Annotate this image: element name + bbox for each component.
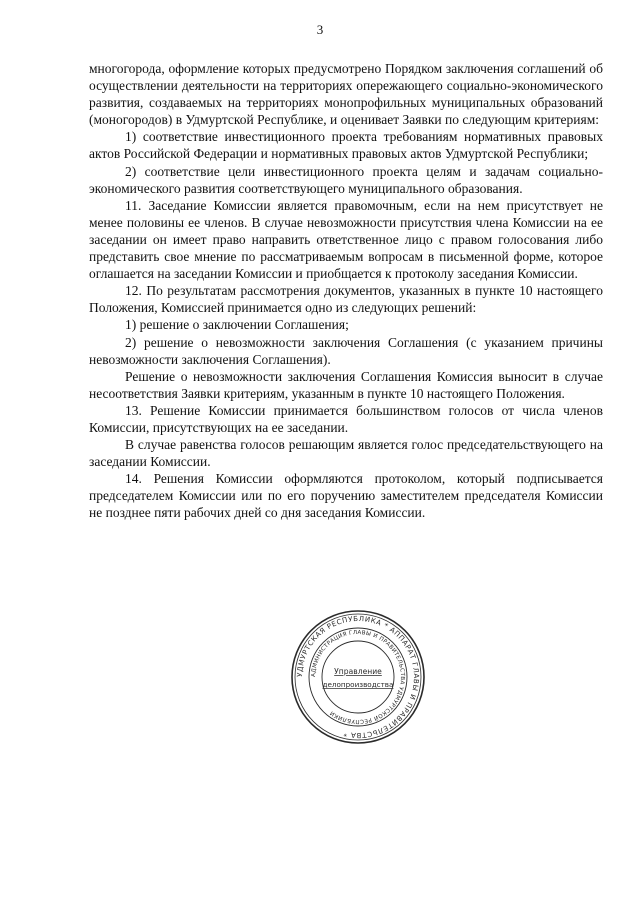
paragraph-item-11: 11. Заседание Комиссии является правомочным, если на нем присутствует не менее половины ее членов. В случае невозможности присутствия члена Комиссии на ее заседании он имеет право направить ответственное лицо с правом голосования либо представить свое мнение по рассматриваемым вопросам в письменной форме, которое оглашается на заседании Комиссии и приобщается к протоколу заседания Комиссии. (89, 197, 603, 282)
stamp-outer-text: УДМУРТСКАЯ РЕСПУБЛИКА * АППАРАТ ГЛАВЫ И ПРАВИТЕЛЬСТВА * (295, 614, 421, 740)
paragraph-criterion-1: 1) соответствие инвестиционного проекта требованиям нормативных правовых актов Российской Федерации и нормативных правовых актов Удмуртской Республики; (89, 129, 603, 162)
paragraph-intro: многогорода, оформление которых предусмотрено Порядком заключения соглашений об осуществлении деятельности на территориях опережающего социально-экономического развития, создаваемых на территориях монопрофильных муниципальных образований (моногородов) в Удмуртской Республике, и оценивает Заявки по следующим критериям: (89, 61, 603, 128)
svg-text:АДМИНИСТРАЦИЯ ГЛАВЫ И ПРАВИТЕЛ (311, 630, 405, 724)
paragraph-decision-2: 2) решение о невозможности заключения Соглашения (с указанием причины невозможности заключения Соглашения). (89, 334, 603, 367)
paragraph-decision-1: 1) решение о заключении Соглашения; (125, 317, 349, 333)
paragraph-item-13: 13. Решение Комиссии принимается большинством голосов от числа членов Комиссии, присутствующих на ее заседании. (89, 402, 603, 435)
body-text (89, 60, 603, 522)
page-number: 3 (316, 22, 324, 37)
paragraph-tie-vote: В случае равенства голосов решающим является голос председательствующего на заседании Комиссии. (89, 437, 603, 470)
stamp-inner-text: АДМИНИСТРАЦИЯ ГЛАВЫ И ПРАВИТЕЛЬСТВА УДМУРТСКОЙ РЕСПУБЛИКИ (310, 629, 406, 725)
stamp-center-line-1: Управление (334, 667, 382, 676)
paragraph-refusal: Решение о невозможности заключения Соглашения Комиссия выносит в случае несоответствия Заявки критериям, указанным в пункте 10 настоящего Положения. (89, 368, 603, 401)
paragraph-criterion-2: 2) соответствие цели инвестиционного проекта целям и задачам социально-экономического развития соответствующего муниципального образования. (89, 163, 603, 196)
stamp-seal-icon (288, 607, 428, 747)
paragraph-item-14: 14. Решения Комиссии оформляются протоколом, который подписывается председателем Комиссии или по его поручению заместителем председателя Комиссии не позднее пяти рабочих дней со дня заседания Комиссии. (89, 471, 603, 521)
office-stamp (288, 607, 428, 747)
paragraph-item-12: 12. По результатам рассмотрения документов, указанных в пункте 10 настоящего Положения, Комиссией принимается одно из следующих решений: (89, 283, 603, 316)
stamp-center-line-2: делопроизводства (322, 680, 394, 689)
